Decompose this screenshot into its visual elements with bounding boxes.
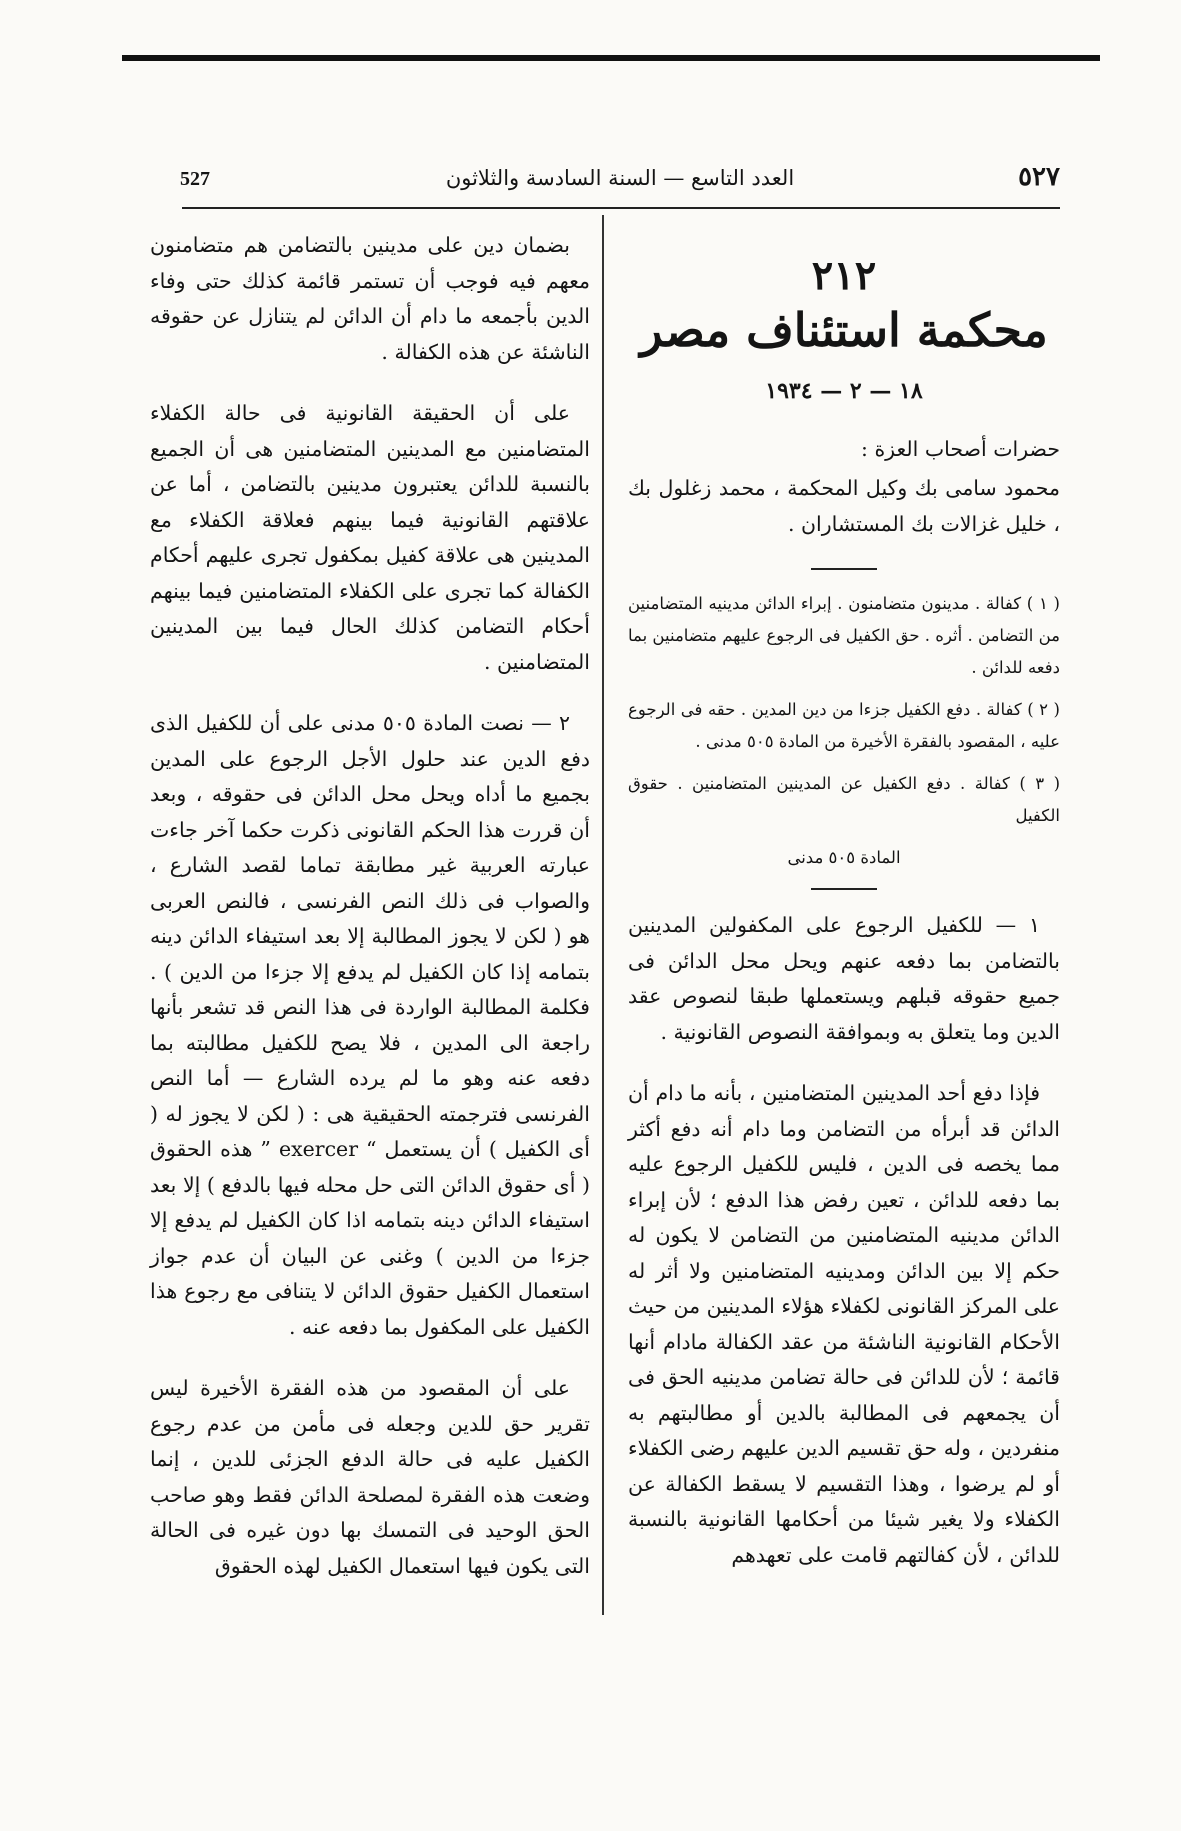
syllabus-item: ( ١ ) كفالة . مدينون متضامنون . إبراء الدائن مدينيه المتضامنين من التضامن . أثره . حق الكفيل فى الرجوع عليهم متضامنين بما دفعه للدائن . [628,594,1060,677]
page-header [180,162,1060,202]
left-paragraph-4: على أن المقصود من هذه الفقرة الأخيرة ليس تقرير حق للدين وجعله فى مأمن من عدم رجوع الكفيل عليه فى حالة الدفع الجزئى للدين ، إنما وضعت هذه الفقرة لمصلحة الدائن فقط وهو صاحب الحق الوحيد فى التمسك بها دون غيره فى الحالة التى يكون فيها استعمال الكفيل لهذه الحقوق [150,1376,590,1578]
left-column [150,228,590,1610]
bench-label: حضرات أصحاب العزة : [861,436,1060,461]
syllabus-item: ( ٢ ) كفالة . دفع الكفيل جزءا من دين المدين . حقه فى الرجوع عليه ، المقصود بالفقرة الأخيرة من المادة ٥٠٥ مدنى . [628,700,1060,751]
right-paragraph-1: ١ — للكفيل الرجوع على المكفولين المدينين بالتضامن بما دفعه عنهم ويحل محل الدائن فى جميع حقوقه قبلهم ويستعملها طبقا لنصوص عقد الدين وما يتعلق به وبموافقة النصوص القانونية . [628,913,1060,1044]
section-rule [811,888,877,890]
page-number-arabic: ٥٢٧ [1018,162,1060,192]
right-paragraph-2: فإذا دفع أحد المدينين المتضامنين ، بأنه ما دام أن الدائن قد أبرأه من التضامن وما دام أنه دفع أكثر مما يخصه فى الدين ، فليس للكفيل الرجوع عليه بما دفعه للدائن ، تعين رفض هذا الدفع ؛ لأن إبراء الدائن مدينيه المتضامنين من التضامن لا يكون له حكم إلا بين الدائن ومدينيه المتضامنين ولا أثر له على المركز القانونى لكفلاء هؤلاء المدينين من حيث الأحكام القانونية الناشئة من عقد الكفالة مادام أنها قائمة ؛ لأن للدائن فى حالة تضامن مدينيه الحق فى أن يجمعهم فى المطالبة بالدين أو مطالبتهم به منفردين ، وله حق تقسيم الدين عليهم رضى الكفلاء أو لم يرضوا ، وهذا التقسيم لا يسقط الكفالة عن الكفلاء ولا يغير شيئا من أحكامها القانونية بالنسبة للدائن ، لأن كفالتهم قامت على تعهدهم [628,1081,1060,1567]
case-date: ١٨ — ٢ — ١٩٣٤ [765,378,923,404]
syllabus [628,588,1060,874]
left-paragraph-2: على أن الحقيقة القانونية فى حالة الكفلاء المتضامنين مع المدينين المتضامنين هى أن الجميع بالنسبة للدائن يعتبرون مدينين بالتضامن ، أما عن علاقتهم القانونية فيما بينهم فعلاقة الكفلاء مع المدينين هى علاقة كفيل بمكفول تجرى عليهم أحكام الكفالة كما تجرى على الكفلاء المتضامنين فيما بينهم أحكام التضامن كذلك الحال فيما بين المدينين المتضامنين . [150,401,590,674]
bench-members: محمود سامى بك وكيل المحكمة ، محمد زغلول بك ، خليل غزالات بك المستشاران . [628,476,1060,536]
court-name: محكمة استئناف مصر [640,303,1048,357]
page-number-latin: 527 [180,168,210,190]
right-column [628,228,1060,1599]
section-rule [811,568,877,570]
left-paragraph-1: بضمان دين على مدينين بالتضامن هم متضامنون معهم فيه فوجب أن تستمر قائمة كذلك حتى وفاء الدين بأجمعه ما دام أن الدائن لم يتنازل عن حقوقه الناشئة عن هذه الكفالة . [150,233,590,364]
header-rule [182,207,1060,209]
syllabus-citation: المادة ٥٠٥ مدنى [787,848,901,867]
column-divider [602,215,604,1615]
left-paragraph-3: ٢ — نصت المادة ٥٠٥ مدنى على أن للكفيل الذى دفع الدين عند حلول الأجل الرجوع على المدين بجميع ما أداه ويحل محل الدائن فى حقوقه ، وبعد أن قررت هذا الحكم القانونى ذكرت حكما آخر جاءت عبارته العربية غير مطابقة تماما لقصد الشارع ، والصواب فى ذلك النص الفرنسى ، فالنص العربى هو ( لكن لا يجوز المطالبة إلا بعد استيفاء الدائن دينه بتمامه إذا كان الكفيل لم يدفع إلا جزءا من الدين ) . فكلمة المطالبة الواردة فى هذا النص قد تشعر بأنها راجعة الى المدين ، فلا يصح للكفيل مطالبته بما دفعه عنه وهو ما لم يرده الشارع — أما النص الفرنسى فترجمته الحقيقية هى : ( لكن لا يجوز له ( أى الكفيل ) أن يستعمل “ exercer ” هذه الحقوق ( أى حقوق الدائن التى حل محله فيها بالدفع ) إلا بعد استيفاء الدائن دينه بتمامه اذا كان الكفيل لم يدفع إلا جزءا من الدين ) وغنى عن البيان أن عدم جواز استعمال الكفيل حقوق الدائن لا يتنافى مع رجوع هذا الكفيل على المكفول بما دفعه عنه . [150,711,590,1339]
running-title: العدد التاسع — السنة السادسة والثلاثون [445,166,795,190]
syllabus-item: ( ٣ ) كفالة . دفع الكفيل عن المدينين المتضامنين . حقوق الكفيل [628,774,1061,825]
top-page-rule [122,55,1100,61]
case-number: ٢١٢ [811,252,877,299]
